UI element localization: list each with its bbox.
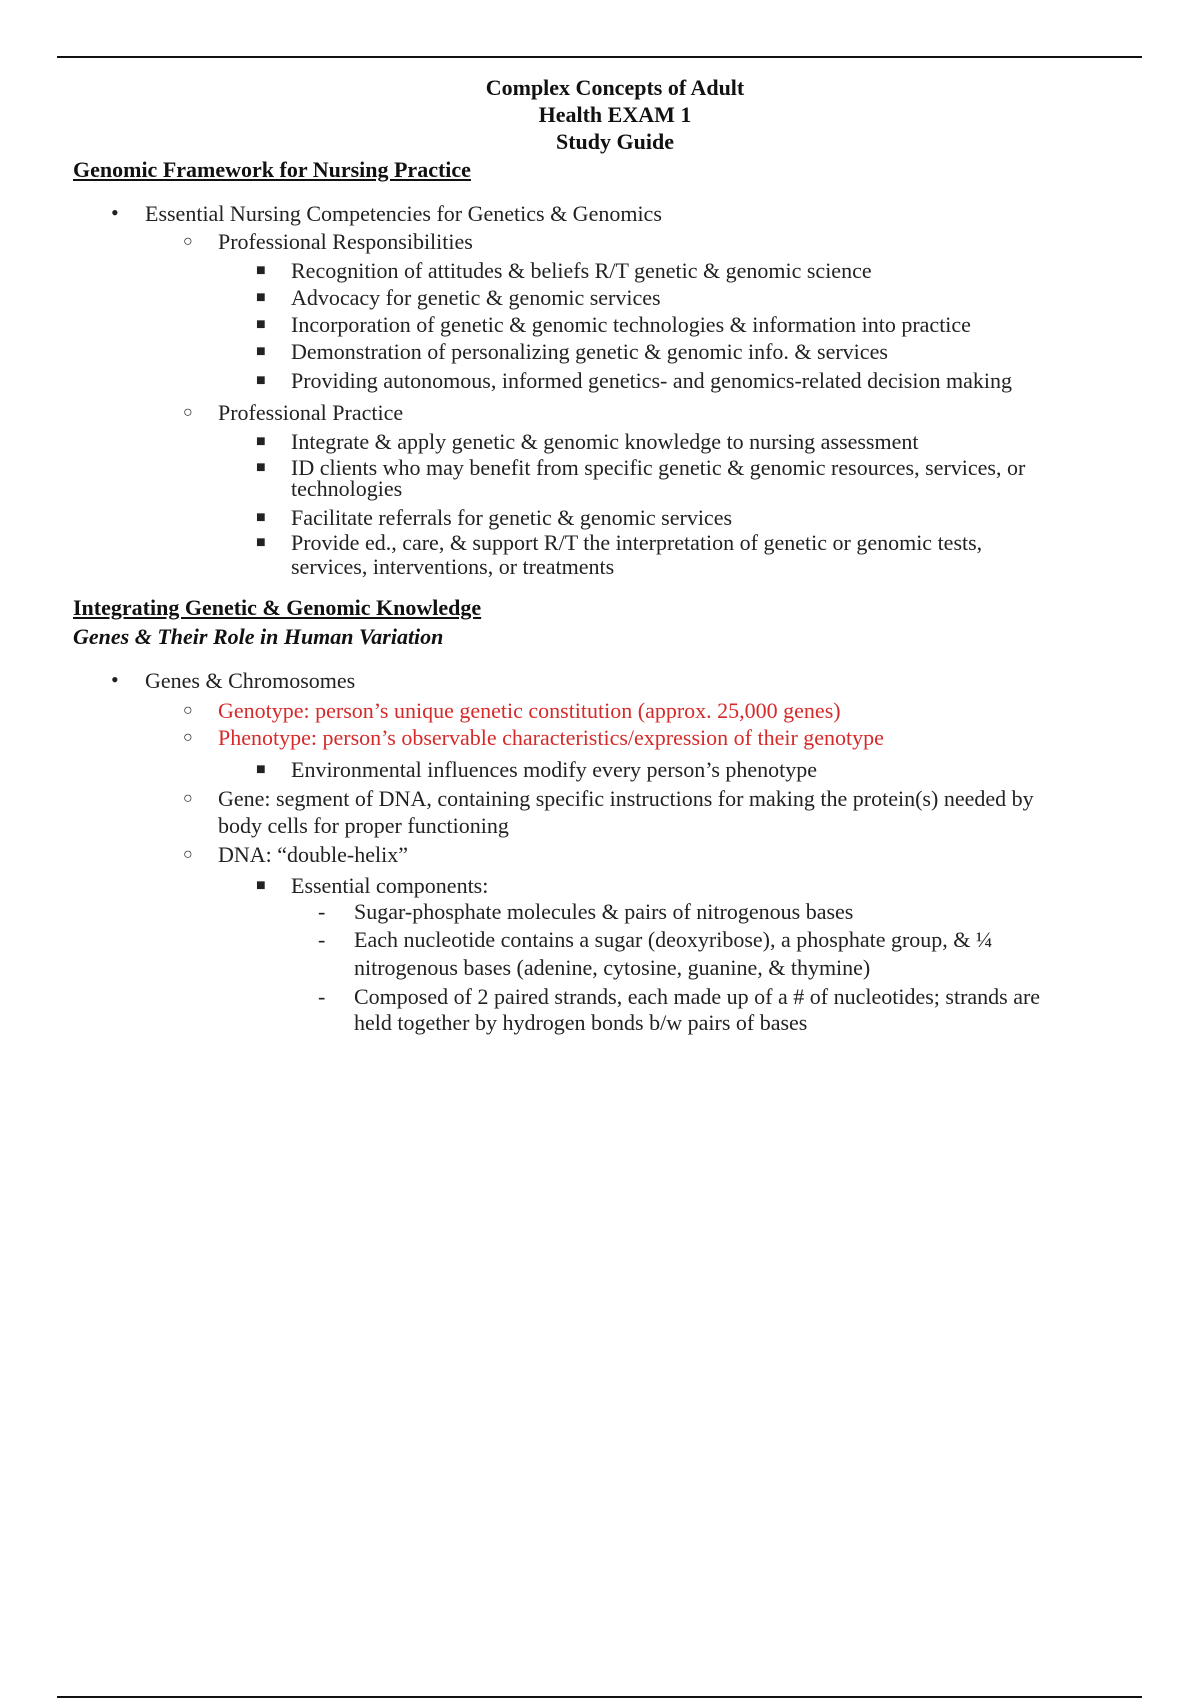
list-item: Integrate & apply genetic & genomic knowledge to nursing assessment <box>291 429 919 454</box>
list-item: Each nucleotide contains a sugar (deoxyribose), a phosphate group, & ¼ <box>354 927 993 952</box>
list-item: Professional Responsibilities <box>218 229 473 254</box>
list-item: DNA: “double-helix” <box>218 842 408 867</box>
title-line-3: Study Guide <box>556 129 674 154</box>
bullet-marker: • <box>111 667 119 692</box>
square-bullet-marker: ■ <box>256 433 266 450</box>
list-item: Sugar-phosphate molecules & pairs of nitrogenous bases <box>354 899 854 924</box>
list-item: Essential Nursing Competencies for Genetics & Genomics <box>145 201 662 226</box>
section-subheading: Genes & Their Role in Human Variation <box>73 624 444 649</box>
circle-bullet-marker: ○ <box>183 233 193 250</box>
list-item: Demonstration of personalizing genetic & genomic info. & services <box>291 339 888 364</box>
list-item: Environmental influences modify every person’s phenotype <box>291 757 818 782</box>
square-bullet-marker: ■ <box>256 262 266 279</box>
list-item-continuation: nitrogenous bases (adenine, cytosine, guanine, & thymine) <box>354 955 871 980</box>
list-item: Gene: segment of DNA, containing specific instructions for making the protein(s) needed by <box>218 786 1034 811</box>
circle-bullet-marker: ○ <box>183 790 193 807</box>
list-item: Providing autonomous, informed genetics- and genomics-related decision making <box>291 368 1012 393</box>
dash-bullet-marker: - <box>318 899 326 924</box>
list-item-highlighted: Phenotype: person’s observable characteristics/expression of their genotype <box>218 725 884 750</box>
list-item-continuation: body cells for proper functioning <box>218 813 509 838</box>
list-item-continuation: held together by hydrogen bonds b/w pairs of bases <box>354 1010 808 1035</box>
circle-bullet-marker: ○ <box>183 702 193 719</box>
top-rule <box>57 56 1142 58</box>
list-item-highlighted: Genotype: person’s unique genetic constitution (approx. 25,000 genes) <box>218 698 841 723</box>
list-item-continuation: services, interventions, or treatments <box>291 554 615 579</box>
square-bullet-marker: ■ <box>256 877 266 894</box>
list-item: Incorporation of genetic & genomic technologies & information into practice <box>291 312 971 337</box>
square-bullet-marker: ■ <box>256 459 266 476</box>
circle-bullet-marker: ○ <box>183 846 193 863</box>
dash-bullet-marker: - <box>318 984 326 1009</box>
list-item: Facilitate referrals for genetic & genomic services <box>291 505 733 530</box>
square-bullet-marker: ■ <box>256 509 266 526</box>
square-bullet-marker: ■ <box>256 534 266 551</box>
list-item: Genes & Chromosomes <box>145 668 356 693</box>
title-line-1: Complex Concepts of Adult <box>485 75 745 100</box>
section-heading-integrating-knowledge: Integrating Genetic & Genomic Knowledge <box>73 595 482 620</box>
list-item: ID clients who may benefit from specific genetic & genomic resources, services, or <box>291 455 1026 480</box>
list-item: Composed of 2 paired strands, each made up of a # of nucleotides; strands are <box>354 984 1041 1009</box>
square-bullet-marker: ■ <box>256 761 266 778</box>
document-title <box>0 74 1200 155</box>
square-bullet-marker: ■ <box>256 316 266 333</box>
title-line-2: Health EXAM 1 <box>538 102 692 127</box>
circle-bullet-marker: ○ <box>183 404 193 421</box>
square-bullet-marker: ■ <box>256 343 266 360</box>
list-item: Professional Practice <box>218 400 404 425</box>
circle-bullet-marker: ○ <box>183 729 193 746</box>
list-item: Provide ed., care, & support R/T the interpretation of genetic or genomic tests, <box>291 530 983 555</box>
list-item: Essential components: <box>291 873 489 898</box>
list-item: Recognition of attitudes & beliefs R/T genetic & genomic science <box>291 258 872 283</box>
square-bullet-marker: ■ <box>256 372 266 389</box>
square-bullet-marker: ■ <box>256 289 266 306</box>
bullet-marker: • <box>111 200 119 225</box>
list-item: Advocacy for genetic & genomic services <box>291 285 661 310</box>
bottom-rule <box>57 1696 1142 1698</box>
section-heading-genomic-framework: Genomic Framework for Nursing Practice <box>73 157 471 182</box>
dash-bullet-marker: - <box>318 927 326 952</box>
list-item-continuation: technologies <box>291 476 403 501</box>
